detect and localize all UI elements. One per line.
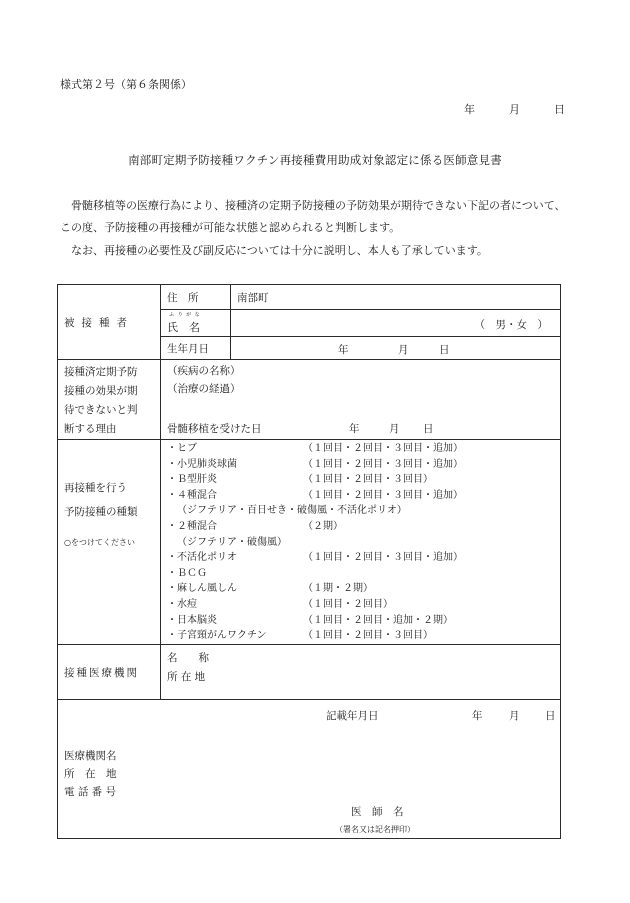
- vaccine-item[interactable]: [167, 519, 560, 535]
- vaccine-dose-options[interactable]: （１回目・２回目）: [303, 598, 393, 610]
- reason-label-cell: [58, 360, 161, 440]
- reason-label-line: 待できないと判: [64, 404, 138, 416]
- circle-instruction: ○をつけてください: [64, 538, 135, 547]
- vaccine-name: ・麻しん風しん: [167, 583, 237, 595]
- document-date: [440, 101, 565, 117]
- transplant-date-label: 骨髄移植を受けた日: [167, 423, 262, 435]
- vaccine-dose-options[interactable]: （１回目・２回目・３回目・追加）: [303, 443, 463, 454]
- vaccine-dose-options[interactable]: （１回目・２回目・追加・２期）: [303, 614, 453, 626]
- treatment-history-label: （治療の経過）: [167, 383, 241, 395]
- dob-month: 月: [398, 344, 409, 356]
- address-label: 住 所: [167, 291, 199, 304]
- vaccine-item[interactable]: [167, 441, 560, 457]
- vaccine-item[interactable]: [167, 472, 560, 488]
- institution-label: 接種医療機関: [64, 666, 139, 679]
- vaccine-item[interactable]: [167, 613, 560, 629]
- vaccine-item[interactable]: [167, 566, 560, 582]
- vaccine-label-line: 予防接種の種類: [64, 506, 138, 518]
- vaccine-name: （ジフテリア・破傷風）: [177, 536, 287, 548]
- opinion-paragraph-2: なお、再接種の必要性及び副反応については十分に説明し、本人も了承しています。: [71, 244, 488, 257]
- gender-choice[interactable]: （ 男・女 ）: [474, 319, 548, 331]
- org-name-label: 医療機関名: [64, 750, 117, 762]
- institution-location-label: 所 在 地: [167, 671, 206, 683]
- transplant-year: 年: [349, 423, 360, 435]
- opinion-paragraph-1: 骨髄移植等の医療行為により、接種済の定期予防接種の予防効果が期待できない下記の者について、この度、予防接種の再接種が可能な状態と認められると判断します。: [60, 199, 566, 234]
- vaccine-name: （ジフテリア・百日せき・破傷風・不活化ポリオ）: [177, 505, 407, 517]
- vaccine-item[interactable]: [167, 488, 560, 504]
- vaccine-name: ・４種混合: [167, 489, 217, 501]
- institution-label-cell: [58, 645, 161, 700]
- reason-label-line: 断する理由: [64, 423, 117, 435]
- vaccine-name: ・不活化ポリオ: [167, 552, 237, 564]
- vaccine-name: ・ＢＣＧ: [167, 567, 207, 579]
- opinion-form-table: [57, 284, 561, 839]
- institution-field[interactable]: [161, 645, 561, 700]
- dob-day: 日: [439, 344, 450, 356]
- vaccine-label-cell: [58, 440, 161, 645]
- vaccine-name: ・ヒブ: [167, 443, 197, 454]
- disease-name-label: （疾病の名称）: [167, 365, 241, 377]
- reason-label: [64, 363, 160, 439]
- transplant-month: 月: [389, 423, 400, 435]
- recipient-label: 被接種者: [64, 316, 134, 329]
- transplant-day: 日: [423, 423, 434, 435]
- form-number: 様式第２号（第６条関係）: [60, 78, 192, 91]
- vaccine-dose-options[interactable]: （１回目・２回目・３回目・追加）: [303, 489, 463, 501]
- entry-date-year: 年: [472, 710, 483, 722]
- vaccine-components-note: [167, 535, 560, 551]
- dob-label-cell: [161, 337, 231, 360]
- vaccine-name: ・２種混合: [167, 520, 217, 532]
- doctor-name-label: 医 師 名: [351, 806, 404, 818]
- vaccine-name: ・水痘: [167, 598, 197, 610]
- org-location-label: 所 在 地: [64, 768, 117, 780]
- date-year: 年: [464, 103, 475, 116]
- vaccine-item[interactable]: [167, 597, 560, 613]
- vaccine-name: ・小児肺炎球菌: [167, 458, 237, 470]
- vaccine-components-note: [167, 503, 560, 519]
- signature-block[interactable]: [58, 700, 561, 839]
- entry-date-label: 記載年月日: [326, 710, 379, 722]
- address-value: 南部町: [237, 291, 269, 304]
- dob-label: 生年月日: [167, 342, 209, 355]
- recipient-label-cell: [58, 285, 161, 360]
- reason-label-line: 接種の効果が期: [64, 385, 138, 397]
- vaccine-list-cell: [161, 440, 561, 645]
- dob-year: 年: [338, 344, 349, 356]
- name-label-cell: [161, 310, 231, 337]
- reason-field[interactable]: [161, 360, 561, 440]
- date-month: 月: [509, 103, 520, 116]
- vaccine-dose-options[interactable]: （１回目・２回目・３回目・追加）: [303, 552, 463, 564]
- vaccine-name: ・日本脳炎: [167, 614, 217, 626]
- vaccine-list: [161, 440, 560, 644]
- dob-field[interactable]: [231, 337, 561, 360]
- name-label: 氏 名: [167, 321, 200, 334]
- reason-label-line: 接種済定期予防: [64, 366, 138, 378]
- vaccine-dose-options[interactable]: （１回目・２回目・３回目・追加）: [303, 458, 463, 470]
- vaccine-name: ・Ｂ型肝炎: [167, 474, 217, 486]
- entry-date-month: 月: [509, 710, 520, 722]
- vaccine-item[interactable]: [167, 581, 560, 597]
- vaccine-item[interactable]: [167, 628, 560, 644]
- vaccine-dose-options[interactable]: （１回目・２回目・３回目）: [303, 474, 433, 486]
- date-day: 日: [554, 103, 565, 116]
- signature-note: （署名又は記名押印）: [335, 825, 415, 834]
- address-field[interactable]: [231, 285, 561, 310]
- vaccine-item[interactable]: [167, 457, 560, 473]
- transplant-date-line: [167, 421, 562, 436]
- document-title: 南部町定期予防接種ワクチン再接種費用助成対象認定に係る医師意見書: [128, 153, 502, 167]
- vaccine-label-line: 再接種を行う: [64, 482, 127, 494]
- institution-name-label: 名 称: [167, 652, 209, 664]
- vaccine-item[interactable]: [167, 550, 560, 566]
- address-label-cell: [161, 285, 231, 310]
- vaccine-dose-options[interactable]: （２期）: [303, 520, 343, 532]
- furigana-label: ふ り が な: [169, 312, 201, 318]
- name-field[interactable]: [231, 310, 561, 337]
- org-phone-label: 電 話 番 号: [64, 786, 117, 798]
- entry-date-day: 日: [545, 710, 556, 722]
- vaccine-dose-options[interactable]: （１回目・２回目・３回目）: [303, 630, 433, 642]
- vaccine-name: ・子宮頸がんワクチン: [167, 630, 267, 642]
- vaccine-dose-options[interactable]: （１期・２期）: [303, 583, 373, 595]
